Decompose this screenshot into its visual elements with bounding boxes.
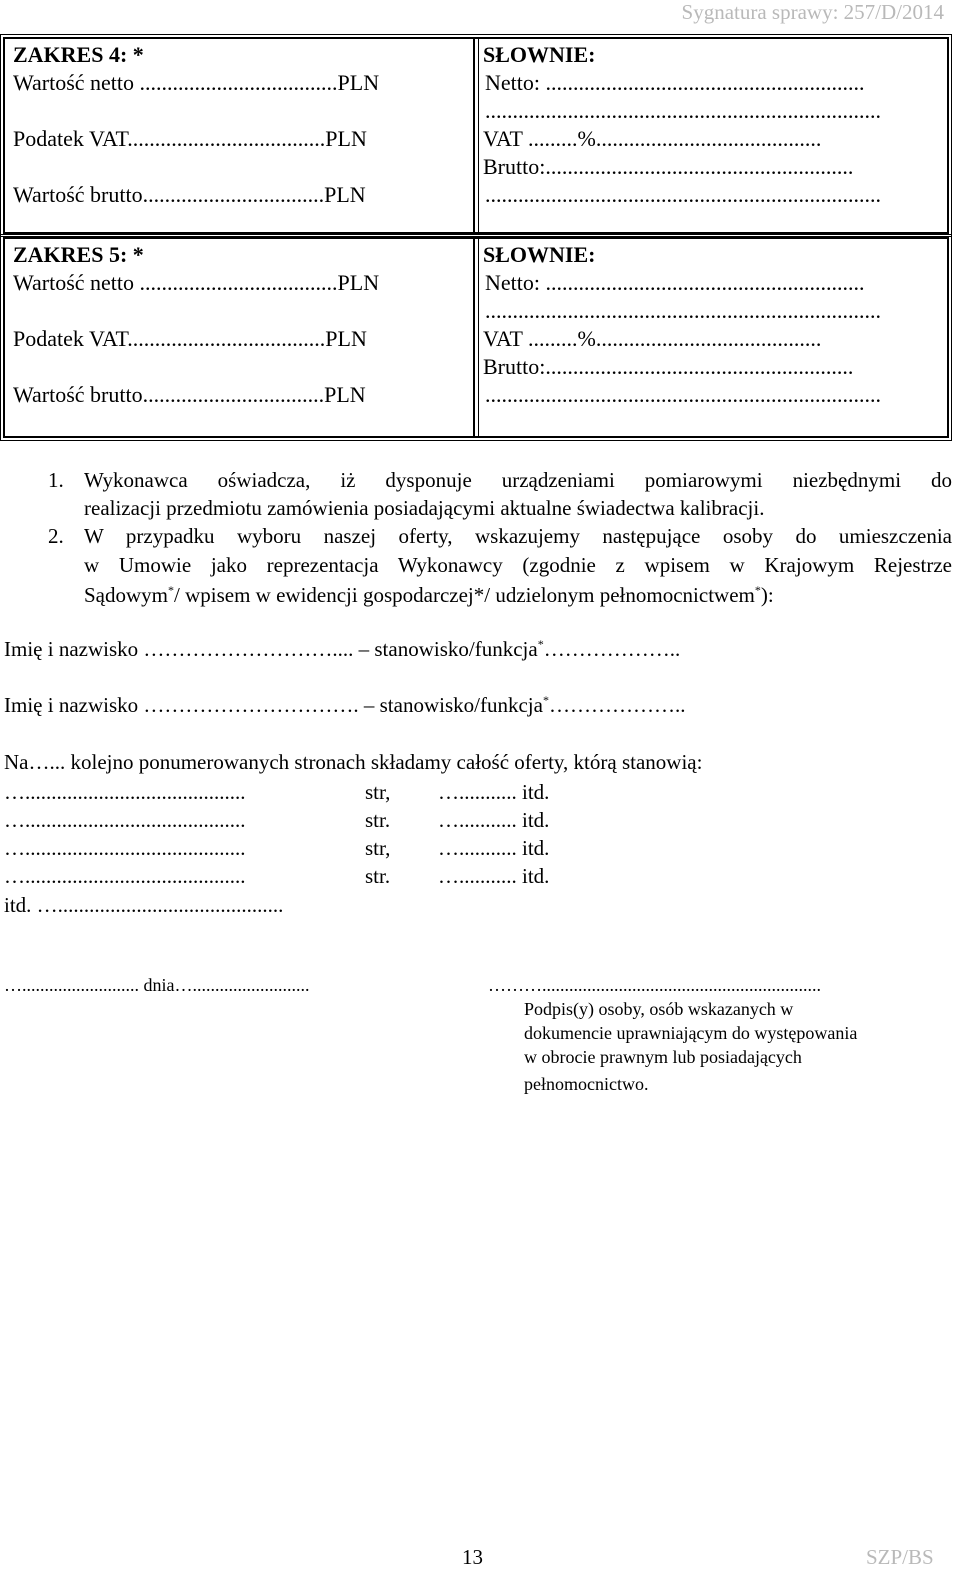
slownie-brutto[interactable]: Brutto:........................................................ xyxy=(483,354,854,379)
pages-item-c[interactable]: …........... itd. xyxy=(438,836,550,860)
slownie-title: SŁOWNIE: xyxy=(483,242,596,267)
point-number: 1. xyxy=(48,468,64,492)
slownie-vat[interactable]: VAT .........%......................................... xyxy=(483,126,822,151)
pages-item-str: str, xyxy=(365,836,391,860)
pages-item-a[interactable]: ….......................................... xyxy=(4,864,246,888)
netto-value[interactable]: Wartość netto ....................................PLN xyxy=(13,70,380,95)
footnote-star: * xyxy=(542,693,549,707)
signature-caption-line: w obrocie prawnym lub posiadających xyxy=(524,1047,802,1067)
slownie-brutto-cont[interactable]: ........................................................................ xyxy=(485,382,881,407)
point-1-line-1: Wykonawca oświadcza, iż dysponuje urządzeniami pomiarowymi niezbędnymi do xyxy=(84,468,952,492)
zakres-title: ZAKRES 4: * xyxy=(13,42,144,67)
department-code: SZP/BS xyxy=(866,1545,934,1569)
text-segment: / wpisem w ewidencji gospodarczej*/ udzielonym pełnomocnictwem xyxy=(174,583,755,607)
table-divider xyxy=(473,39,475,232)
pages-item-c[interactable]: …........... itd. xyxy=(438,808,550,832)
point-2-line-1: W przypadku wyboru naszej oferty, wskazujemy następujące osoby do umieszczenia xyxy=(84,524,952,548)
pages-item-str: str. xyxy=(365,864,391,888)
pages-item-a[interactable]: ….......................................... xyxy=(4,780,246,804)
pages-item-c[interactable]: …........... itd. xyxy=(438,864,550,888)
person-fill: ……………….. xyxy=(548,693,686,717)
point-2-line-2: w Umowie jako reprezentacja Wykonawcy (zgodnie z wpisem w Krajowym Rejestrze xyxy=(84,553,952,577)
pages-item-str: str, xyxy=(365,780,391,804)
zakres-5-table xyxy=(3,237,949,438)
vat-value[interactable]: Podatek VAT....................................PLN xyxy=(13,126,367,151)
netto-value[interactable]: Wartość netto ....................................PLN xyxy=(13,270,380,295)
point-number: 2. xyxy=(48,524,64,548)
pages-item-str: str. xyxy=(365,808,391,832)
table-divider xyxy=(473,239,475,436)
person-fill: ……………….. xyxy=(543,637,681,661)
point-1-line-2: realizacji przedmiotu zamówienia posiadającymi aktualne świadectwa kalibracji. xyxy=(84,496,765,520)
slownie-brutto[interactable]: Brutto:........................................................ xyxy=(483,154,854,179)
person-row[interactable] xyxy=(4,637,680,662)
person-label: Imię i nazwisko ……………………….... – stanowisko/funkcja xyxy=(4,637,538,661)
pages-itd[interactable]: itd. …........................................... xyxy=(4,893,284,917)
signature-caption-line: Podpis(y) osoby, osób wskazanych w xyxy=(524,999,794,1019)
person-row[interactable] xyxy=(4,693,685,718)
text-segment: ): xyxy=(760,583,774,607)
signature-line[interactable]: ……….............................................................. xyxy=(488,975,821,995)
slownie-netto[interactable]: Netto: .......................................................... xyxy=(485,70,865,95)
vat-value[interactable]: Podatek VAT....................................PLN xyxy=(13,326,367,351)
point-2-line-3 xyxy=(84,581,774,609)
pages-item-a[interactable]: ….......................................... xyxy=(4,808,246,832)
slownie-netto-cont[interactable]: ........................................................................ xyxy=(485,298,881,323)
zakres-title: ZAKRES 5: * xyxy=(13,242,144,267)
signature-caption-line: dokumencie uprawniającym do występowania xyxy=(524,1023,858,1043)
slownie-netto[interactable]: Netto: .......................................................... xyxy=(485,270,865,295)
signature-caption-line: pełnomocnictwo. xyxy=(524,1074,649,1094)
slownie-vat[interactable]: VAT .........%......................................... xyxy=(483,326,822,351)
case-signature: Sygnatura sprawy: 257/D/2014 xyxy=(681,0,944,24)
slownie-brutto-cont[interactable]: ........................................................................ xyxy=(485,182,881,207)
zakres-4-table xyxy=(3,37,949,234)
page-number: 13 xyxy=(462,1545,483,1569)
text-segment: Sądowym xyxy=(84,583,168,607)
footnote-star: * xyxy=(168,583,174,597)
pages-intro: Na…... kolejno ponumerowanych stronach składamy całość oferty, którą stanowią: xyxy=(4,750,703,774)
pages-item-a[interactable]: ….......................................... xyxy=(4,836,246,860)
pages-item-c[interactable]: …........... itd. xyxy=(438,780,550,804)
slownie-title: SŁOWNIE: xyxy=(483,42,596,67)
person-label: Imię i nazwisko …………………………. – stanowisko/funkcja xyxy=(4,693,543,717)
footnote-star: * xyxy=(537,637,544,651)
brutto-value[interactable]: Wartość brutto.................................PLN xyxy=(13,382,366,407)
brutto-value[interactable]: Wartość brutto.................................PLN xyxy=(13,182,366,207)
date-line[interactable]: ….......................... dnia….......................... xyxy=(4,975,310,995)
footnote-star: * xyxy=(754,583,761,597)
slownie-netto-cont[interactable]: ........................................................................ xyxy=(485,98,881,123)
